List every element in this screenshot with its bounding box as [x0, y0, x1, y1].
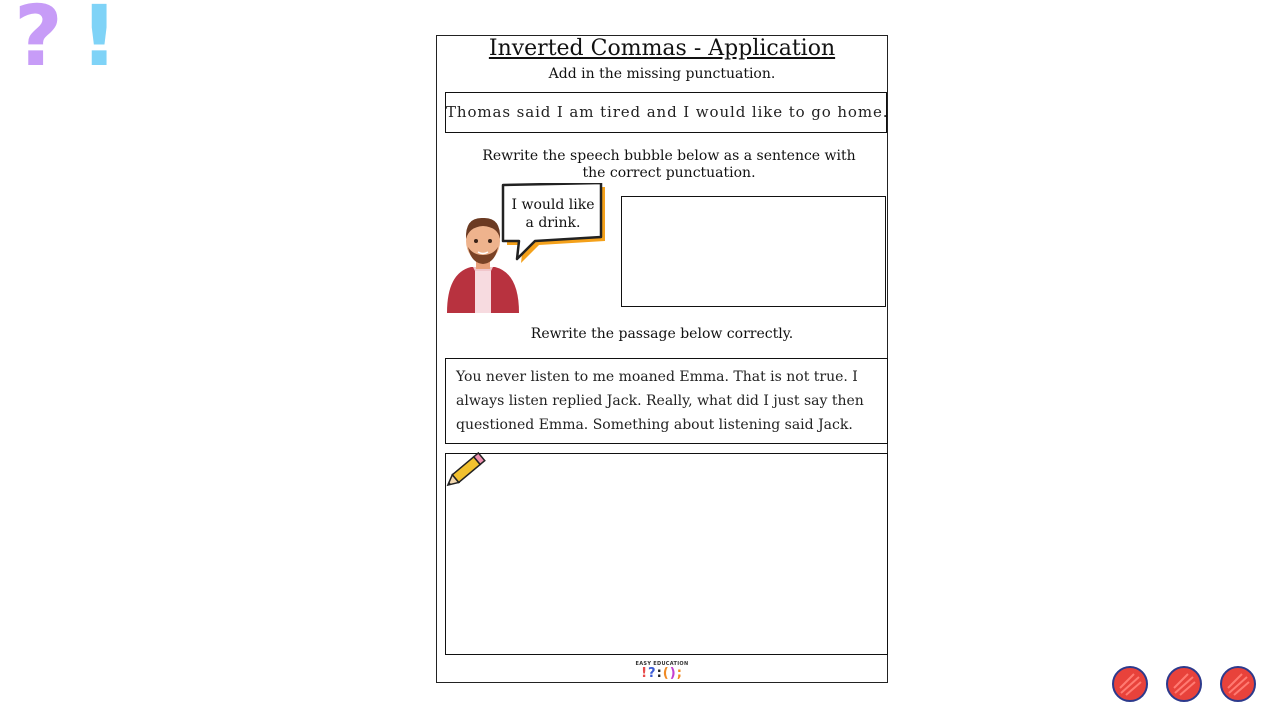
worksheet-title: Inverted Commas - Application — [488, 36, 836, 61]
nav-dot[interactable] — [1113, 667, 1147, 701]
instruction-missing-punctuation: Add in the missing punctuation. — [548, 66, 776, 82]
nav-dot[interactable] — [1167, 667, 1201, 701]
slide-navigation-dots — [1112, 664, 1262, 704]
sentence-text: Thomas said I am tired and I would like to go home. — [446, 103, 889, 121]
question-exclamation-logo — [10, 0, 120, 104]
passage-text: You never listen to me moaned Emma. That is not true. I always listen replied Jack. Really, what did I just say then questioned Emma. Something about listening said Jack. — [456, 369, 864, 433]
instruction-rewrite-passage: Rewrite the passage below correctly. — [530, 326, 794, 342]
nav-dot[interactable] — [1221, 667, 1255, 701]
easy-education-logo — [437, 662, 887, 680]
speech-bubble-text: I would like a drink. — [511, 197, 595, 231]
instruction-speech-bubble: Rewrite the speech bubble below as a sentence with the correct punctuation. — [482, 148, 856, 181]
pencil-icon — [446, 449, 488, 489]
footer-brand-text: EASY EDUCATION — [635, 661, 689, 667]
sentence-box — [445, 92, 887, 133]
passage-answer-box[interactable] — [445, 453, 888, 655]
worksheet-page — [436, 35, 888, 683]
footer-symbols: !?:(); — [641, 666, 683, 681]
exclamation-mark-icon: ! — [80, 0, 119, 85]
speech-answer-box[interactable] — [621, 196, 886, 307]
passage-box — [445, 358, 888, 444]
question-mark-icon: ? — [14, 0, 63, 85]
